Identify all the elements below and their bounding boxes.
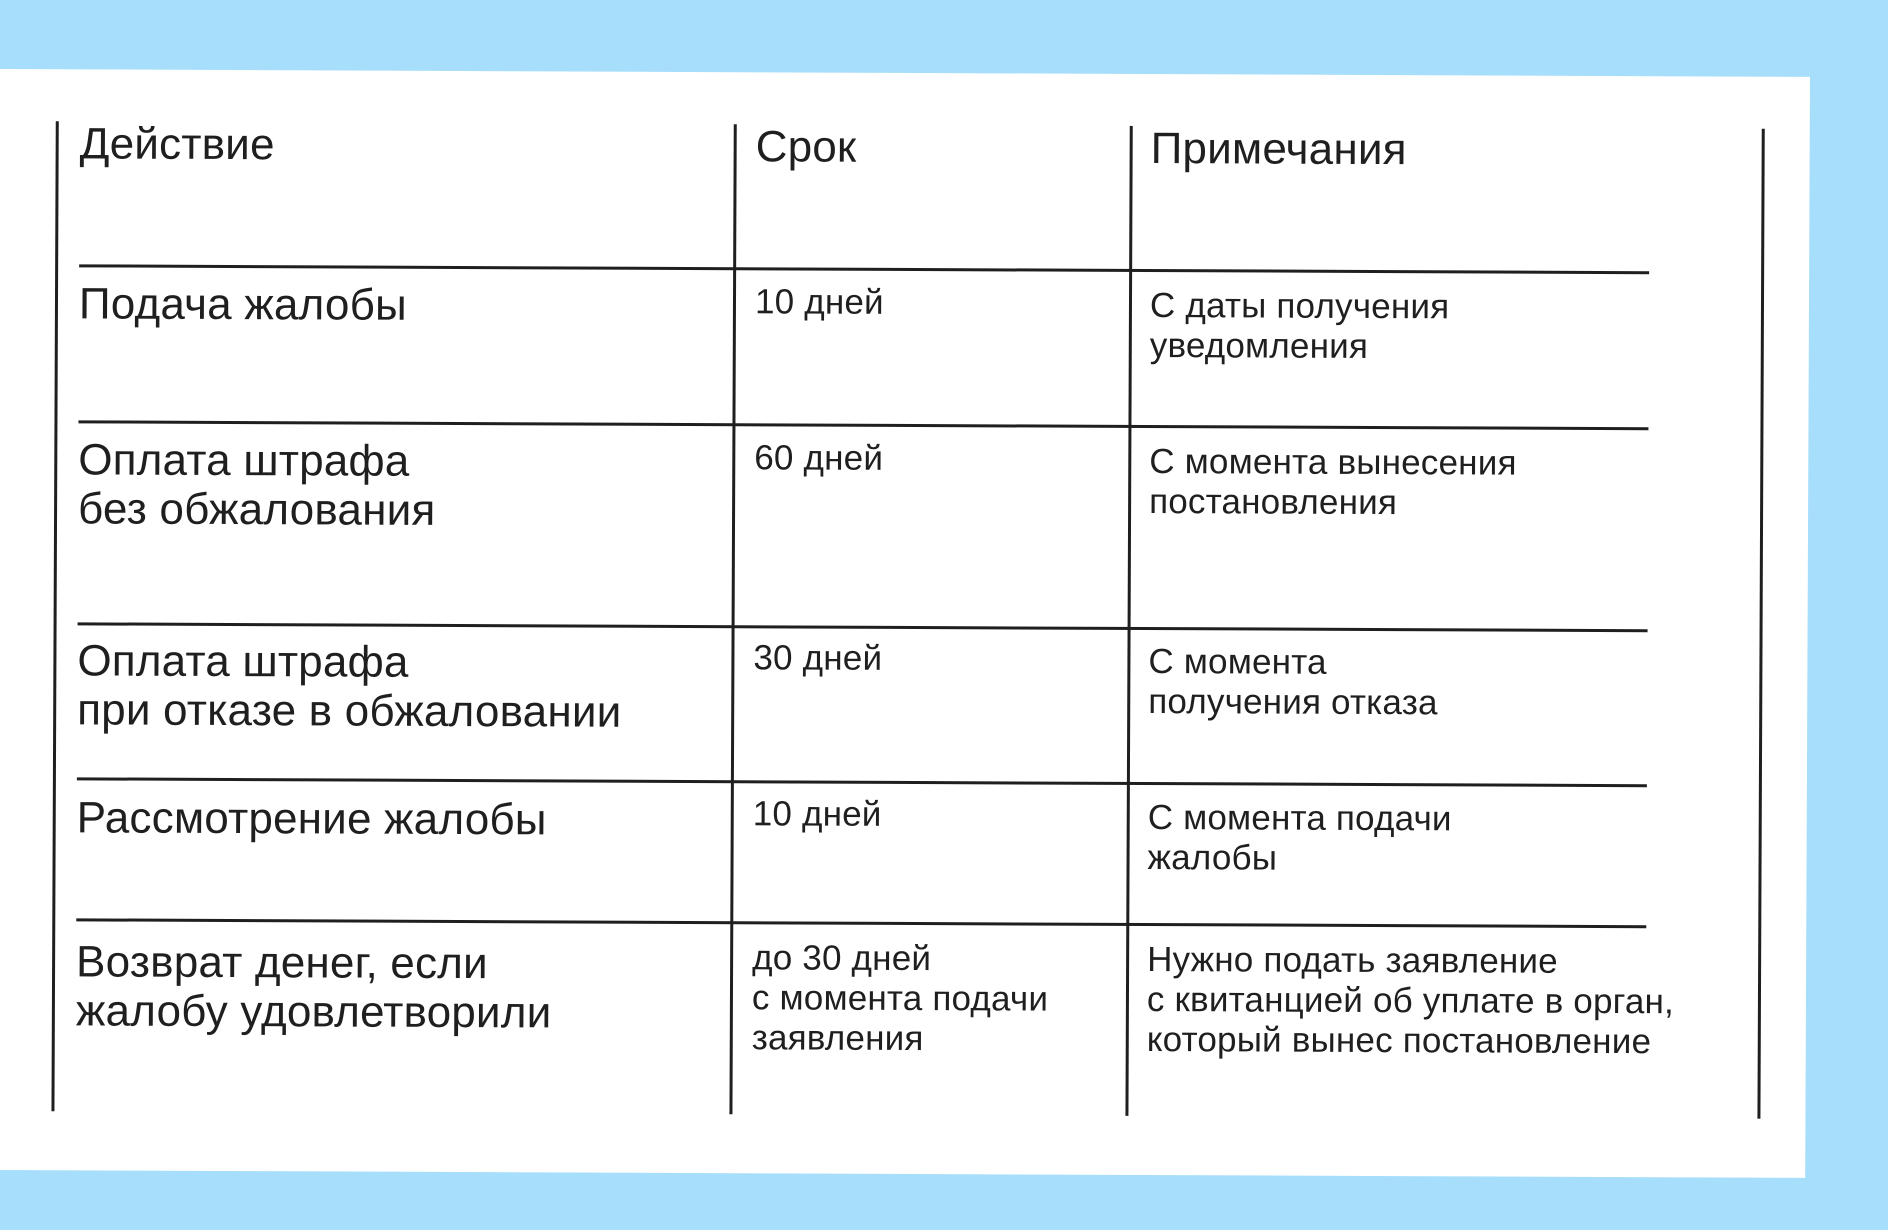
row-4-notes: С момента подачи жалобы <box>1147 798 1452 878</box>
row-divider-4 <box>76 918 1646 928</box>
row-divider-2 <box>78 622 1648 632</box>
row-1-action: Подача жалобы <box>78 279 407 330</box>
row-divider-1 <box>78 420 1648 430</box>
row-5-term: до 30 дней с момента подачи заявления <box>751 938 1049 1059</box>
row-2-term: 60 дней <box>754 438 884 478</box>
row-divider-3 <box>77 777 1647 787</box>
column-divider-left <box>51 121 58 1111</box>
row-5-action: Возврат денег, если жалобу удовлетворили <box>75 937 552 1038</box>
row-3-notes: С момента получения отказа <box>1148 642 1438 723</box>
column-divider-action-term <box>729 124 736 1114</box>
row-4-action: Рассмотрение жалобы <box>76 793 547 845</box>
row-4-term: 10 дней <box>752 794 882 834</box>
header-term: Срок <box>755 122 857 172</box>
row-5-notes: Нужно подать заявление с квитанцией об уплате в орган, который вынес постановление <box>1146 940 1675 1062</box>
row-2-action: Оплата штрафа без обжалования <box>77 435 436 535</box>
row-1-term: 10 дней <box>754 282 884 322</box>
table-card <box>0 69 1810 1178</box>
header-notes: Примечания <box>1150 124 1407 175</box>
row-3-action: Оплата штрафа при отказе в обжаловании <box>77 636 622 737</box>
column-divider-term-notes <box>1125 126 1132 1116</box>
row-1-notes: С даты получения уведомления <box>1149 286 1450 366</box>
row-3-term: 30 дней <box>753 638 883 678</box>
row-divider-header <box>79 264 1649 274</box>
row-2-notes: С момента вынесения постановления <box>1149 442 1517 523</box>
header-action: Действие <box>79 119 275 170</box>
column-divider-right <box>1757 129 1764 1119</box>
